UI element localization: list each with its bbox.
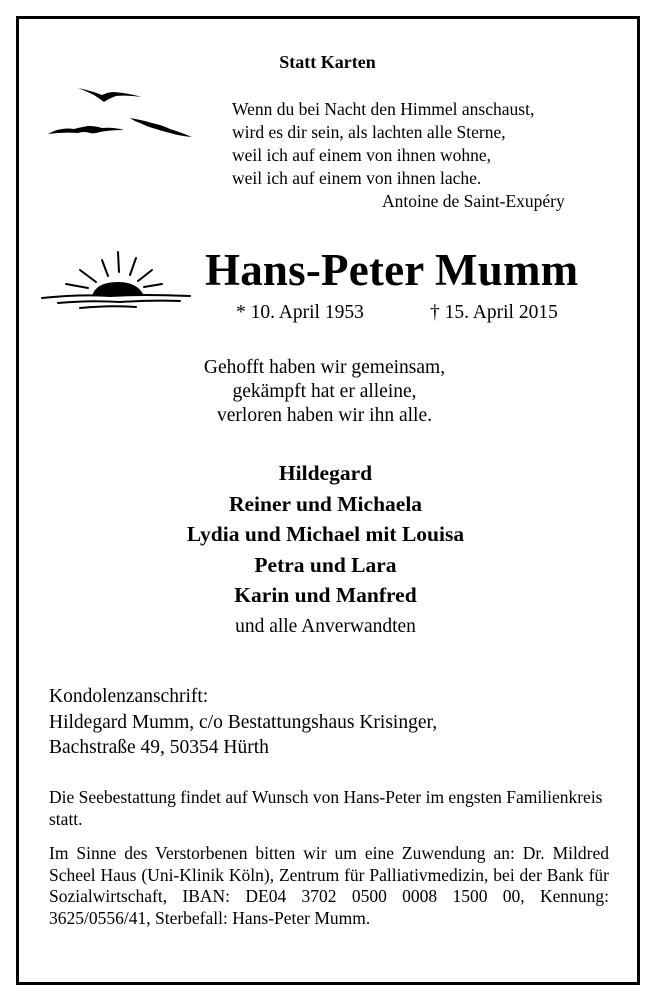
motto-line: verloren haben wir ihn alle. (217, 405, 432, 426)
address-line: Hildegard Mumm, c/o Bestattungshaus Krisinger, (49, 711, 438, 733)
poem-line: wird es dir sein, als lachten alle Sterne, (232, 122, 506, 142)
poem-line: weil ich auf einem von ihnen lache. (232, 168, 482, 188)
burial-note: Die Seebestattung findet auf Wunsch von Hans-Peter im engsten Familienkreis statt. (49, 787, 603, 829)
condolence-address (49, 684, 437, 761)
address-line: Bachstraße 49, 50354 Hürth (49, 737, 269, 758)
birds-icon (44, 82, 204, 144)
poem (232, 98, 534, 190)
motto-line: Gehofft haben wir gemeinsam, (203, 357, 446, 378)
mourners-list (0, 458, 654, 611)
relatives-line: und alle Anverwandten (235, 616, 416, 637)
address-line: Kondolenzanschrift: (49, 686, 209, 707)
birth-date: * 10. April 1953 (236, 302, 364, 323)
mourner-name: Karin und Manfred (234, 583, 417, 607)
death-date: † 15. April 2015 (430, 302, 558, 323)
deceased-name: Hans-Peter Mumm (205, 245, 579, 295)
poem-line: Wenn du bei Nacht den Himmel anschaust, (232, 99, 535, 119)
sunset-icon (40, 250, 192, 310)
motto-line: gekämpft hat er alleine, (232, 381, 417, 402)
donation-note: Im Sinne des Verstorbenen bitten wir um eine Zuwendung an: Dr. Mildred Scheel Haus (Uni-Klinik Köln), Zentrum für Palliativmedizin, bei der Bank für Sozialwirtschaft, IBAN: DE04 3702 0500 0008 1500 00, Kennung: 3625/0556/41, Sterbefall: Hans-Peter Mumm. (49, 843, 609, 928)
mourner-name: Lydia und Michael mit Louisa (186, 522, 465, 546)
motto (0, 356, 653, 428)
mourner-name: Reiner und Michaela (228, 491, 423, 516)
poem-line: weil ich auf einem von ihnen wohne, (232, 145, 492, 165)
header-title: Statt Karten (279, 52, 376, 72)
mourner-name: Petra und Lara (254, 552, 397, 577)
mourner-name: Hildegard (278, 461, 373, 485)
poem-author: Antoine de Saint-Exupéry (382, 191, 565, 211)
